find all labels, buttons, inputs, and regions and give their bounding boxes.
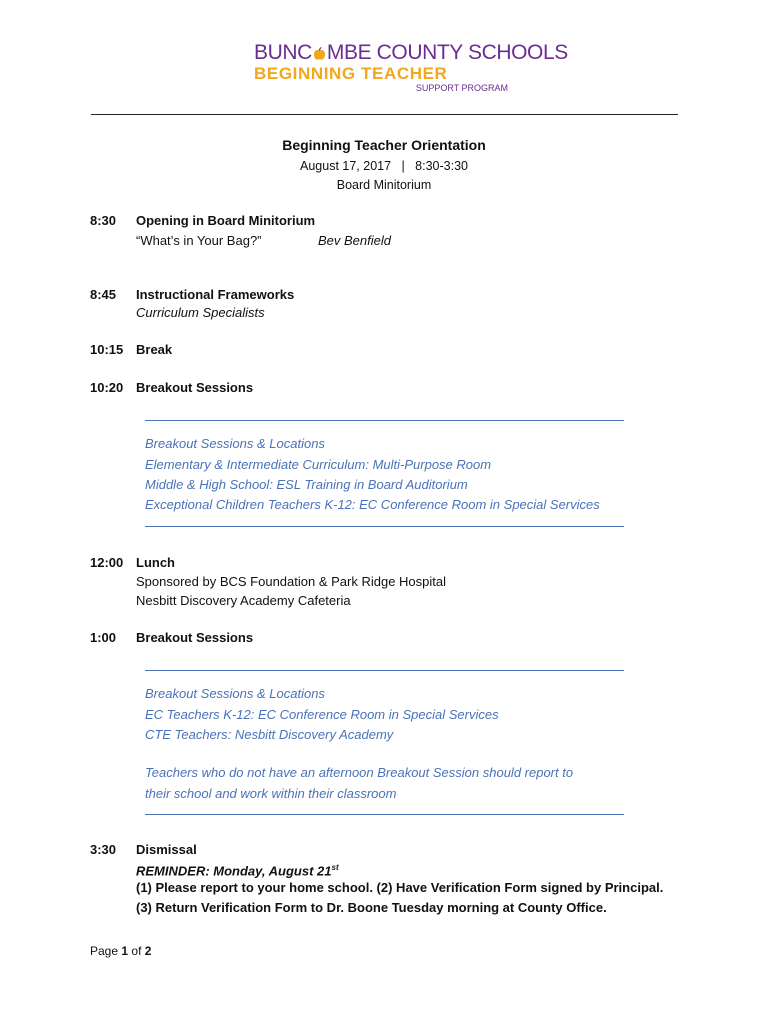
breakout-item: Middle & High School: ESL Training in Board Auditorium bbox=[145, 477, 468, 492]
reminder: REMINDER: Monday, August 21st bbox=[136, 863, 339, 879]
schedule-title: Opening in Board Minitorium bbox=[136, 213, 316, 228]
schedule-title: Lunch bbox=[136, 555, 175, 570]
breakout-note: Teachers who do not have an afternoon Breakout Session should report to bbox=[145, 765, 574, 780]
breakout-item: Exceptional Children Teachers K-12: EC Conference Room in Special Services bbox=[145, 497, 600, 512]
breakout-note: their school and work within their classroom bbox=[145, 786, 397, 801]
schedule-title: Breakout Sessions bbox=[136, 380, 254, 395]
schedule-time: 1:00 bbox=[90, 630, 117, 645]
breakout-heading: Breakout Sessions & Locations bbox=[145, 436, 325, 451]
breakout-divider-top bbox=[145, 670, 624, 671]
schedule-sub: Curriculum Specialists bbox=[136, 305, 265, 320]
breakout-divider-top bbox=[145, 420, 624, 421]
schedule-time: 10:15 bbox=[90, 342, 124, 357]
breakout-item: Elementary & Intermediate Curriculum: Multi-Purpose Room bbox=[145, 457, 492, 472]
header-divider bbox=[91, 114, 678, 115]
reminder-step: (1) Please report to your home school. (2) Have Verification Form signed by Principal. bbox=[136, 880, 664, 895]
page-number: Page 1 of 2 bbox=[90, 944, 152, 958]
breakout-divider-bottom bbox=[145, 526, 624, 527]
schedule-speaker: Bev Benfield bbox=[318, 233, 391, 248]
schedule-detail: Nesbitt Discovery Academy Cafeteria bbox=[136, 593, 351, 608]
schedule-title: Breakout Sessions bbox=[136, 630, 254, 645]
schedule-title: Break bbox=[136, 342, 173, 357]
schedule-sub-quote: “What’s in Your Bag?” bbox=[136, 233, 262, 248]
event-location: Board Minitorium bbox=[336, 178, 432, 192]
schedule-time: 10:20 bbox=[90, 380, 124, 395]
reminder-step: (3) Return Verification Form to Dr. Boone Tuesday morning at County Office. bbox=[136, 900, 607, 915]
school-logo bbox=[254, 41, 568, 93]
breakout-heading: Breakout Sessions & Locations bbox=[145, 686, 325, 701]
event-time: 8:30-3:30 bbox=[415, 159, 468, 173]
event-date: August 17, 2017 bbox=[300, 159, 392, 173]
schedule-title: Dismissal bbox=[136, 842, 197, 857]
logo-program-name: BEGINNING TEACHER bbox=[254, 64, 448, 83]
breakout-divider-bottom bbox=[145, 814, 624, 815]
logo-tagline: SUPPORT PROGRAM bbox=[415, 83, 508, 93]
date-time-line bbox=[0, 159, 768, 173]
breakout-item: CTE Teachers: Nesbitt Discovery Academy bbox=[145, 727, 394, 742]
schedule-time: 12:00 bbox=[90, 555, 124, 570]
schedule-time: 8:45 bbox=[90, 287, 117, 302]
apple-icon bbox=[313, 47, 326, 61]
breakout-item: EC Teachers K-12: EC Conference Room in Special Services bbox=[145, 707, 499, 722]
logo-district-name: BUNC MBE COUNTY SCHOOLS bbox=[254, 41, 568, 64]
schedule-time: 3:30 bbox=[90, 842, 117, 857]
schedule-time: 8:30 bbox=[90, 213, 117, 228]
schedule-title: Instructional Frameworks bbox=[136, 287, 295, 302]
schedule-detail: Sponsored by BCS Foundation & Park Ridge Hospital bbox=[136, 574, 447, 589]
page-title: Beginning Teacher Orientation bbox=[282, 137, 486, 153]
separator: | bbox=[401, 159, 405, 173]
